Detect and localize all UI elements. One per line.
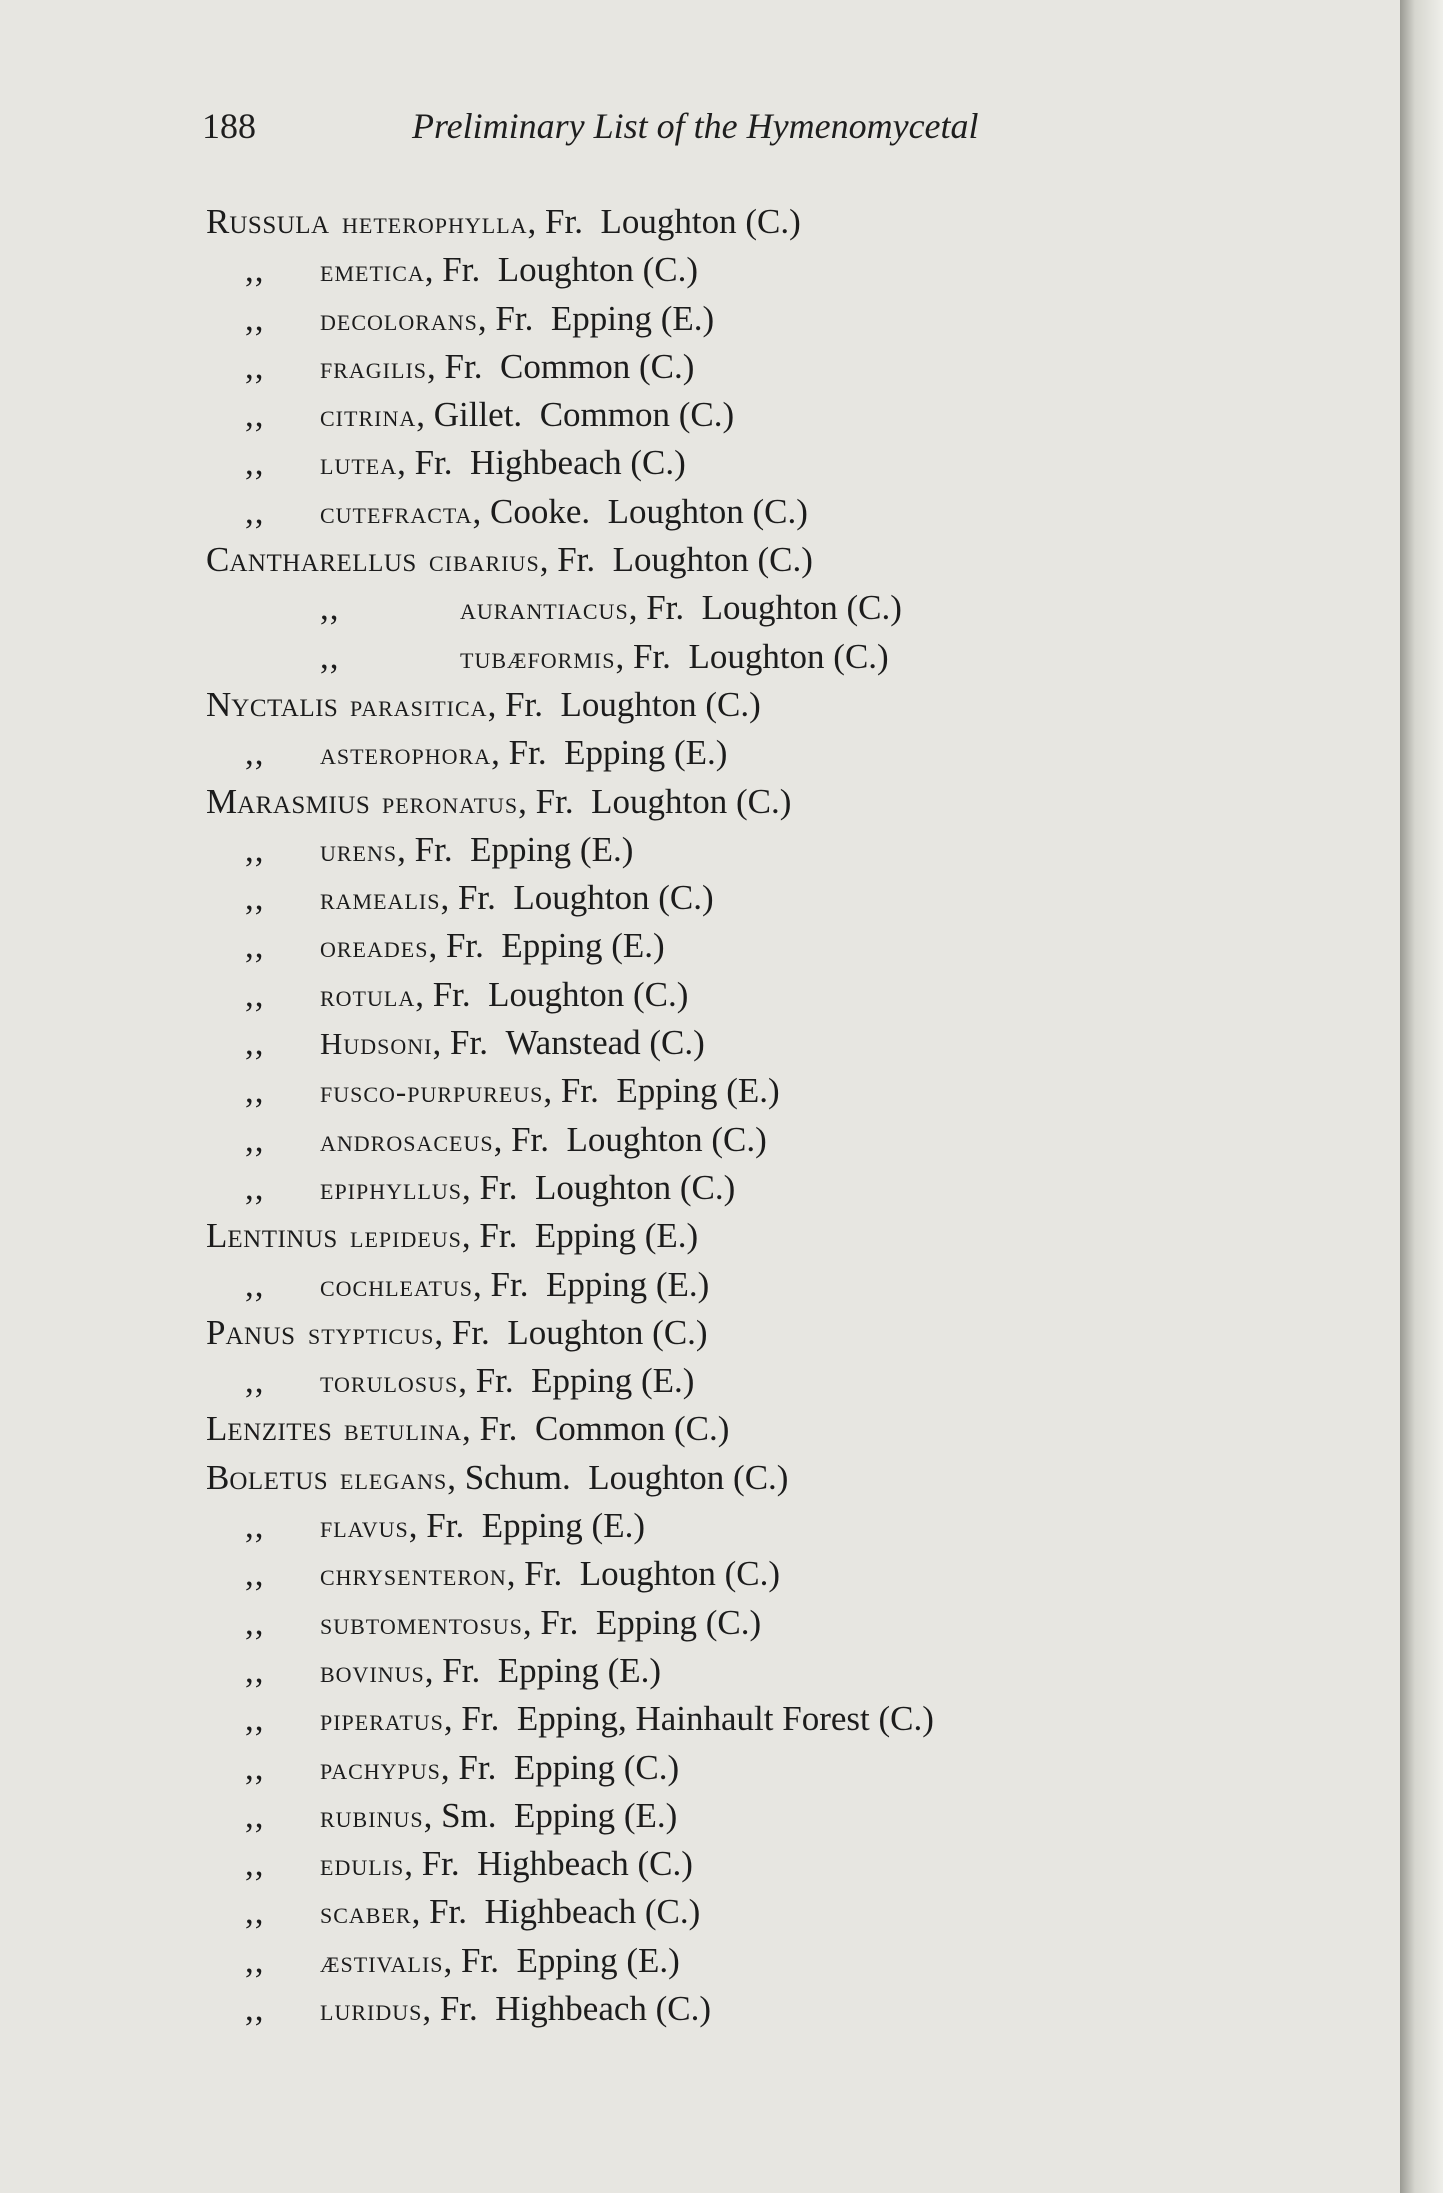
- ditto-mark: ,,: [245, 1506, 265, 1546]
- locality: Epping (E.): [564, 733, 728, 773]
- genus-initial: R: [206, 202, 230, 241]
- species-name: stypticus: [308, 1315, 435, 1351]
- list-item: [0, 1502, 1400, 1550]
- species-name: asterophora: [320, 736, 492, 772]
- authority: Fr.: [439, 1988, 478, 2028]
- locality: Highbeach (C.): [484, 1892, 701, 1932]
- ditto-mark: ,,: [245, 346, 265, 386]
- species-name: cibarius: [429, 543, 540, 579]
- entry-text: elegans, Schum. Loughton (C.): [340, 1457, 789, 1497]
- locality: Loughton (C.): [513, 878, 714, 918]
- genus-name: [206, 1212, 338, 1260]
- entry-text: bovinus, Fr. Epping (E.): [320, 1650, 662, 1690]
- entry-text: decolorans, Fr. Epping (E.): [320, 298, 715, 338]
- authority: Cooke.: [489, 491, 591, 531]
- authority: Fr.: [535, 781, 574, 821]
- list-item: [0, 1261, 1400, 1309]
- list-item: [0, 1405, 1400, 1453]
- entry-text: æstivalis, Fr. Epping (E.): [320, 1940, 680, 1980]
- list-item: [0, 1840, 1400, 1888]
- entry-text: citrina, Gillet. Common (C.): [320, 395, 735, 435]
- list-item: [0, 1550, 1400, 1598]
- species-name: fusco-purpureus: [320, 1074, 544, 1110]
- list-item: [0, 1212, 1400, 1260]
- locality: Loughton (C.): [591, 781, 792, 821]
- list-item: [0, 1067, 1400, 1115]
- entry-text: stypticus, Fr. Loughton (C.): [308, 1312, 708, 1352]
- genus-initial: N: [206, 684, 232, 724]
- species-name: edulis: [320, 1847, 405, 1883]
- species-list: [0, 198, 1400, 2033]
- locality: Loughton (C.): [612, 540, 813, 580]
- species-name: rubinus: [320, 1798, 424, 1834]
- list-item: [0, 1888, 1400, 1936]
- authority: Fr.: [479, 1409, 518, 1449]
- entry-text: asterophora, Fr. Epping (E.): [320, 733, 728, 773]
- entry-text: pachypus, Fr. Epping (C.): [320, 1747, 680, 1787]
- locality: Loughton (C.): [579, 1554, 781, 1594]
- locality: Highbeach (C.): [470, 443, 686, 483]
- locality: Epping (E.): [497, 1650, 662, 1690]
- authority: Fr.: [560, 1071, 599, 1111]
- locality: Highbeach (C.): [477, 1844, 693, 1884]
- entry-text: cibarius, Fr. Loughton (C.): [429, 540, 813, 580]
- list-item: [0, 295, 1400, 343]
- list-item: [0, 1937, 1400, 1985]
- list-item: [0, 1309, 1400, 1357]
- genus-initial: L: [206, 1216, 228, 1256]
- locality: Highbeach (C.): [495, 1988, 712, 2028]
- authority: Schum.: [464, 1457, 571, 1497]
- list-item: [0, 1019, 1400, 1067]
- list-item: [0, 729, 1400, 777]
- genus-name: [206, 1309, 296, 1357]
- entry-text: urens, Fr. Epping (E.): [320, 829, 634, 869]
- list-item: [0, 922, 1400, 970]
- genus-rest: arasmius: [237, 781, 371, 821]
- authority: Fr.: [429, 1892, 468, 1932]
- entry-text: androsaceus, Fr. Loughton (C.): [320, 1119, 767, 1159]
- ditto-mark: ,,: [245, 1650, 265, 1690]
- entry-text: lutea, Fr. Highbeach (C.): [320, 443, 686, 483]
- genus-rest: entinus: [227, 1216, 338, 1256]
- authority: Fr.: [505, 684, 544, 724]
- ditto-mark: ,,: [245, 1361, 265, 1401]
- locality: Epping (C.): [595, 1602, 762, 1642]
- locality: Common (C.): [539, 395, 735, 435]
- locality: Epping (E.): [531, 1361, 695, 1401]
- ditto-mark: ,,: [245, 1554, 265, 1594]
- list-item: [0, 1164, 1400, 1212]
- species-name: luridus: [320, 1991, 423, 2027]
- authority: Fr.: [426, 1506, 465, 1546]
- authority: Fr.: [495, 298, 534, 338]
- entry-text: ramealis, Fr. Loughton (C.): [320, 878, 714, 918]
- species-name: heterophylla: [342, 205, 528, 240]
- list-item: [0, 874, 1400, 922]
- species-name: epiphyllus: [320, 1170, 463, 1206]
- ditto-mark: ,,: [245, 1988, 265, 2028]
- ditto-mark: ,,: [245, 1892, 265, 1932]
- locality: Loughton (C.): [566, 1119, 767, 1159]
- list-item: [0, 439, 1400, 487]
- authority: Fr.: [451, 1312, 490, 1352]
- genus-name: [206, 1405, 332, 1453]
- locality: Epping (E.): [545, 1264, 710, 1304]
- ditto-mark: ,,: [245, 878, 265, 918]
- species-name: parasitica: [350, 687, 488, 723]
- locality: Epping (E.): [514, 1795, 678, 1835]
- locality: Epping (E.): [616, 1071, 780, 1111]
- genus-name: [206, 681, 338, 729]
- authority: Fr.: [511, 1119, 550, 1159]
- entry-text: oreades, Fr. Epping (E.): [320, 926, 665, 966]
- entry-text: emetica, Fr. Loughton (C.): [320, 250, 698, 290]
- list-item: [0, 246, 1400, 294]
- species-name: Hudsoni: [320, 1026, 433, 1062]
- locality: Epping (E.): [470, 829, 634, 869]
- locality: Loughton (C.): [488, 974, 689, 1014]
- ditto-mark: ,,: [245, 1747, 265, 1787]
- authority: Gillet.: [433, 395, 523, 435]
- authority: Fr.: [545, 202, 583, 241]
- authority: Fr.: [475, 1361, 514, 1401]
- list-item: [0, 1116, 1400, 1164]
- genus-initial: C: [206, 540, 230, 580]
- species-name: tubæformis: [460, 639, 616, 675]
- list-item: [0, 778, 1400, 826]
- running-title: Preliminary List of the Hymenomycetal: [412, 106, 979, 146]
- species-name: ramealis: [320, 881, 441, 917]
- locality: Loughton (C.): [560, 684, 761, 724]
- genus-name: [206, 536, 417, 584]
- species-name: subtomentosus: [320, 1605, 523, 1641]
- species-name: rotula: [320, 977, 416, 1013]
- authority: Fr.: [457, 878, 496, 918]
- entry-text: cutefracta, Cooke. Loughton (C.): [320, 491, 808, 531]
- genus-initial: M: [206, 781, 238, 821]
- genus-name: [206, 1454, 328, 1502]
- entry-text: subtomentosus, Fr. Epping (C.): [320, 1602, 762, 1642]
- locality: Loughton (C.): [534, 1167, 736, 1207]
- authority: Fr.: [432, 974, 471, 1014]
- locality: Wanstead (C.): [505, 1023, 705, 1063]
- genus-rest: anus: [225, 1312, 296, 1352]
- page-header: [202, 105, 1052, 165]
- species-name: oreades: [320, 929, 429, 965]
- entry-text: betulina, Fr. Common (C.): [344, 1409, 730, 1449]
- entry-text: flavus, Fr. Epping (E.): [320, 1506, 645, 1546]
- ditto-mark: ,,: [245, 1699, 265, 1739]
- species-name: peronatus: [382, 784, 519, 820]
- entry-text: Hudsoni, Fr. Wanstead (C.): [320, 1023, 705, 1063]
- genus-name: [206, 778, 370, 826]
- ditto-mark: ,,: [245, 491, 265, 531]
- species-name: lutea: [320, 446, 398, 482]
- genus-rest: antharellus: [229, 540, 417, 580]
- entry-text: scaber, Fr. Highbeach (C.): [320, 1892, 701, 1932]
- genus-name: [206, 198, 330, 246]
- locality: Epping, Hainhault Forest (C.): [516, 1699, 934, 1739]
- ditto-mark: ,,: [245, 1167, 265, 1207]
- authority: Sm.: [441, 1795, 497, 1835]
- genus-initial: L: [206, 1409, 228, 1449]
- species-name: bovinus: [320, 1653, 425, 1689]
- locality: Epping (E.): [534, 1216, 699, 1256]
- authority: Fr.: [442, 250, 481, 290]
- authority: Fr.: [540, 1602, 579, 1642]
- entry-text: parasitica, Fr. Loughton (C.): [350, 684, 761, 724]
- authority: Fr.: [632, 636, 671, 676]
- ditto-mark: ,,: [245, 443, 265, 483]
- list-item: [0, 1744, 1400, 1792]
- authority: Fr.: [450, 1023, 488, 1063]
- locality: Common (C.): [534, 1409, 730, 1449]
- entry-text: lepideus, Fr. Epping (E.): [350, 1216, 699, 1256]
- ditto-mark: ,,: [245, 1071, 265, 1111]
- page-edge: [1400, 0, 1443, 2193]
- locality: Epping (E.): [516, 1940, 680, 1980]
- locality: Epping (E.): [550, 298, 715, 338]
- entry-text: piperatus, Fr. Epping, Hainhault Forest (C.): [320, 1699, 934, 1739]
- authority: Fr.: [524, 1554, 563, 1594]
- locality: Loughton (C.): [497, 250, 698, 290]
- locality: Loughton (C.): [701, 588, 902, 628]
- authority: Fr.: [490, 1264, 529, 1304]
- ditto-mark: ,,: [245, 250, 265, 290]
- species-name: scaber: [320, 1895, 412, 1931]
- authority: Fr.: [479, 1216, 518, 1256]
- species-name: torulosus: [320, 1364, 459, 1400]
- authority: Fr.: [444, 346, 483, 386]
- locality: Epping (C.): [513, 1747, 680, 1787]
- species-name: lepideus: [350, 1219, 462, 1255]
- species-name: cutefracta: [320, 494, 473, 530]
- list-item: [0, 633, 1400, 681]
- list-item: [0, 536, 1400, 584]
- ditto-mark: ,,: [245, 1264, 265, 1304]
- ditto-mark: ,,: [320, 588, 340, 628]
- ditto-mark: ,,: [245, 829, 265, 869]
- list-item: [0, 584, 1400, 632]
- species-name: decolorans: [320, 301, 478, 337]
- species-name: chrysenteron: [320, 1557, 507, 1593]
- entry-text: fusco-purpureus, Fr. Epping (E.): [320, 1071, 780, 1111]
- ditto-mark: ,,: [245, 974, 265, 1014]
- species-name: urens: [320, 832, 398, 868]
- entry-text: fragilis, Fr. Common (C.): [320, 346, 695, 386]
- locality: Loughton (C.): [607, 491, 808, 531]
- ditto-mark: ,,: [245, 1795, 265, 1835]
- species-name: citrina: [320, 398, 417, 434]
- genus-rest: enzites: [227, 1409, 333, 1449]
- authority: Fr.: [646, 588, 685, 628]
- entry-text: torulosus, Fr. Epping (E.): [320, 1361, 695, 1401]
- locality: Loughton (C.): [507, 1312, 708, 1352]
- authority: Fr.: [414, 829, 453, 869]
- authority: Fr.: [414, 443, 453, 483]
- list-item: [0, 343, 1400, 391]
- entry-text: heterophylla, Fr. Loughton (C.): [342, 202, 801, 241]
- species-name: emetica: [320, 253, 425, 289]
- authority: Fr.: [508, 733, 547, 773]
- genus-rest: oletus: [229, 1457, 329, 1497]
- list-item: [0, 198, 1400, 246]
- ditto-mark: ,,: [320, 636, 340, 676]
- species-name: æstivalis: [320, 1943, 444, 1979]
- species-name: cochleatus: [320, 1267, 474, 1303]
- list-item: [0, 488, 1400, 536]
- entry-text: tubæformis, Fr. Loughton (C.): [460, 636, 889, 676]
- genus-initial: P: [206, 1312, 226, 1352]
- list-item: [0, 1454, 1400, 1502]
- species-name: pachypus: [320, 1750, 441, 1786]
- ditto-mark: ,,: [245, 1940, 265, 1980]
- entry-text: rotula, Fr. Loughton (C.): [320, 974, 689, 1014]
- list-item: [0, 1985, 1400, 2033]
- page-number: 188: [202, 106, 256, 146]
- locality: Epping (E.): [501, 926, 665, 966]
- authority: Fr.: [445, 926, 484, 966]
- authority: Fr.: [461, 1940, 499, 1980]
- ditto-mark: ,,: [245, 1844, 265, 1884]
- authority: Fr.: [458, 1747, 497, 1787]
- authority: Fr.: [461, 1699, 500, 1739]
- ditto-mark: ,,: [245, 1119, 265, 1159]
- entry-text: epiphyllus, Fr. Loughton (C.): [320, 1167, 736, 1207]
- species-name: fragilis: [320, 349, 428, 385]
- ditto-mark: ,,: [245, 1023, 265, 1063]
- species-name: aurantiacus: [460, 591, 629, 627]
- locality: Epping (E.): [481, 1506, 645, 1546]
- list-item: [0, 391, 1400, 439]
- authority: Fr.: [442, 1650, 481, 1690]
- entry-text: chrysenteron, Fr. Loughton (C.): [320, 1554, 781, 1594]
- locality: Loughton (C.): [588, 1457, 789, 1497]
- list-item: [0, 1647, 1400, 1695]
- species-name: flavus: [320, 1509, 409, 1545]
- species-name: betulina: [344, 1412, 462, 1448]
- list-item: [0, 1792, 1400, 1840]
- ditto-mark: ,,: [245, 926, 265, 966]
- species-name: piperatus: [320, 1702, 444, 1738]
- entry-text: aurantiacus, Fr. Loughton (C.): [460, 588, 902, 628]
- list-item: [0, 971, 1400, 1019]
- locality: Common (C.): [499, 346, 695, 386]
- species-name: elegans: [340, 1460, 448, 1496]
- list-item: [0, 1695, 1400, 1743]
- list-item: [0, 1599, 1400, 1647]
- list-item: [0, 681, 1400, 729]
- genus-rest: ussula: [229, 202, 330, 241]
- genus-initial: B: [206, 1457, 230, 1497]
- ditto-mark: ,,: [245, 1602, 265, 1642]
- entry-text: rubinus, Sm. Epping (E.): [320, 1795, 678, 1835]
- entry-text: cochleatus, Fr. Epping (E.): [320, 1264, 710, 1304]
- list-item: [0, 1357, 1400, 1405]
- genus-rest: yctalis: [231, 684, 339, 724]
- authority: Fr.: [479, 1167, 518, 1207]
- ditto-mark: ,,: [245, 395, 265, 435]
- species-name: androsaceus: [320, 1122, 494, 1158]
- entry-text: luridus, Fr. Highbeach (C.): [320, 1988, 712, 2028]
- locality: Loughton (C.): [600, 202, 801, 241]
- locality: Loughton (C.): [688, 636, 889, 676]
- entry-text: edulis, Fr. Highbeach (C.): [320, 1844, 693, 1884]
- entry-text: peronatus, Fr. Loughton (C.): [382, 781, 792, 821]
- list-item: [0, 826, 1400, 874]
- authority: Fr.: [557, 540, 596, 580]
- ditto-mark: ,,: [245, 298, 265, 338]
- authority: Fr.: [421, 1844, 460, 1884]
- ditto-mark: ,,: [245, 733, 265, 773]
